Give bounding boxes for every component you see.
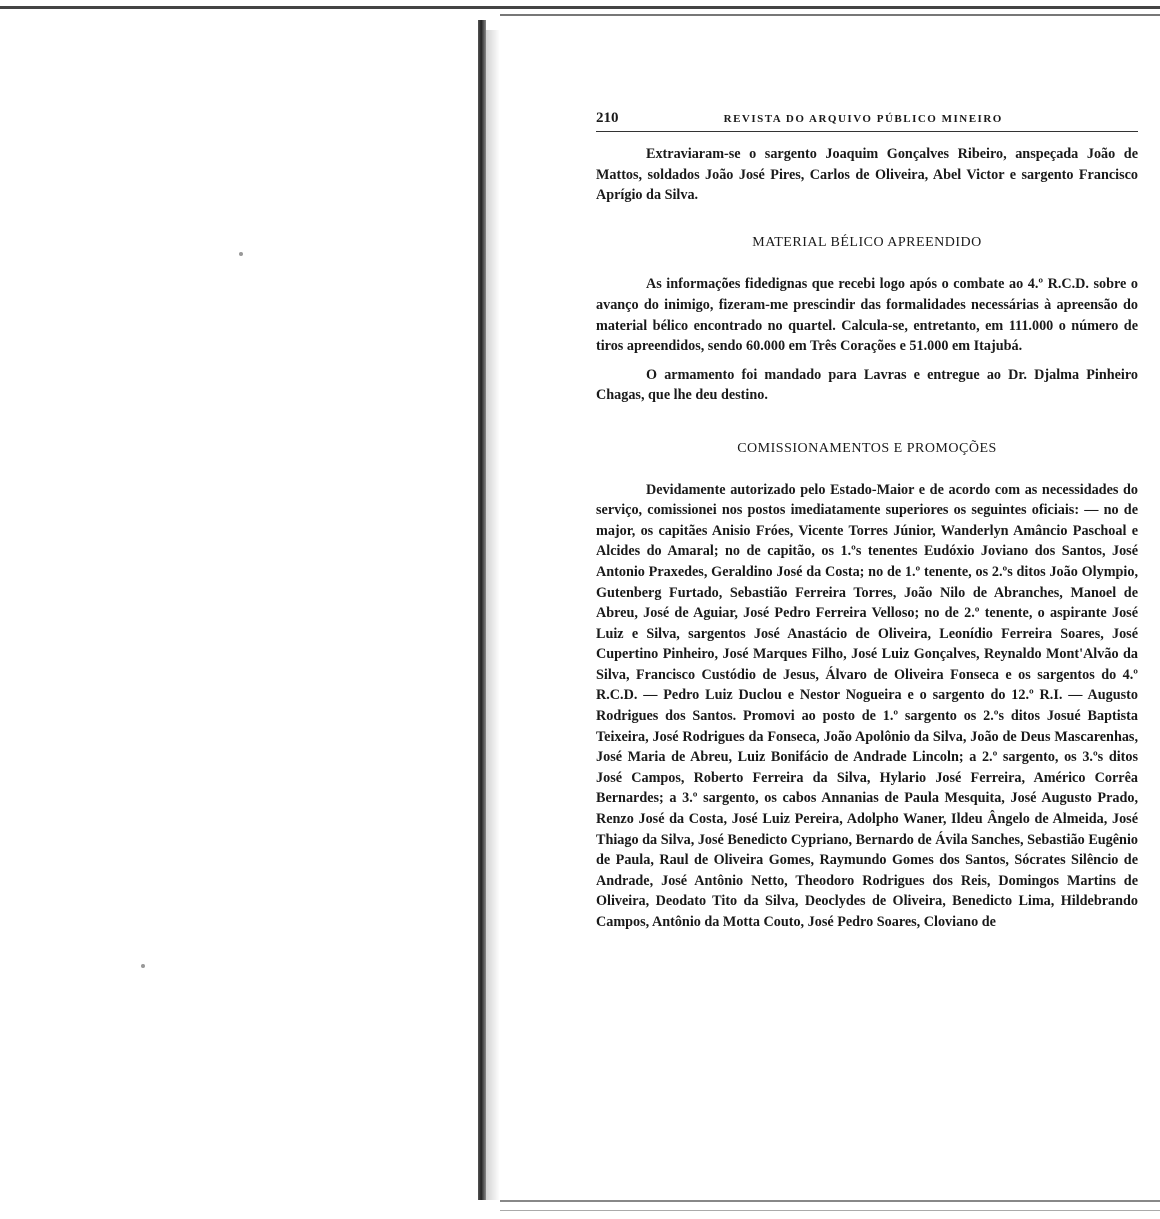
scan-bottom-edge-2 — [500, 1210, 1160, 1211]
scan-speck — [239, 252, 243, 256]
scan-top-edge-right — [500, 14, 1160, 16]
section-heading-comissionamentos: COMISSIONAMENTOS E PROMOÇÕES — [737, 440, 997, 456]
section-heading-material-belico: MATERIAL BÉLICO APREENDIDO — [752, 234, 982, 250]
paragraph-extraviaram: Extraviaram-se o sargento Joaquim Gonçalves Ribeiro, anspeçada João de Mattos, soldados João José Pires, Carlos de Oliveira, Abel Victor e sargento Francisco Aprígio da Silva. — [596, 146, 1138, 204]
paragraph-armamento: O armamento foi mandado para Lavras e entregue ao Dr. Djalma Pinheiro Chagas, que lhe deu destino. — [596, 366, 1138, 404]
journal-title: REVISTA DO ARQUIVO PÚBLICO MINEIRO — [723, 113, 1003, 125]
running-head — [596, 110, 1138, 132]
spine-shadow — [486, 30, 500, 1200]
scan-speck — [141, 964, 145, 968]
scan-bottom-edge — [500, 1200, 1160, 1202]
paragraph-informacoes: As informações fidedignas que recebi logo após o combate ao 4.º R.C.D. sobre o avanço do inimigo, fizeram-me prescindir das formalidades necessárias à apreensão do material bélico encontrado no quartel. Calcula-se, entretanto, em 111.000 o número de tiros apreendidos, sendo 60.000 em Três Corações e 51.000 em Itajubá. — [596, 276, 1138, 355]
paragraph-devidamente: Devidamente autorizado pelo Estado-Maior e de acordo com as necessidades do serviço, comissionei nos postos imediatamente superiores os seguintes oficiais: — no de major, os capitães Anisio Fróes, Vicente Torres Júnior, Wanderlyn Amâncio Paschoal e Alcides do Amaral; no de capitão, os 1.ºs tenentes Eudóxio Joviano dos Santos, José Antonio Praxedes, Geraldino José da Costa; no de 1.º tenente, os 2.ºs ditos João Olympio, Gutenberg Furtado, Sebastião Ferreira Torres, João Nilo de Abranches, Manoel de Abreu, José de Aguiar, José Pedro Ferreira Velloso; no de 2.º tenente, o aspirante José Luiz e Silva, sargentos José Anastácio de Oliveira, Leonídio Ferreira Soares, José Cupertino Pinheiro, José Marques Filho, José Luiz Gonçalves, Reynaldo Mont'Alvão da Silva, Francisco Custódio de Jesus, Álvaro de Oliveira Fonseca e os sargentos do 4.º R.C.D. — Pedro Luiz Duclou e Nestor Nogueira e o sargento do 12.º R.I. — Augusto Rodrigues dos Santos. Promovi ao posto de 1.º sargento os 2.ºs ditos Josué Baptista Teixeira, José Rodrigues da Fonseca, João Apolônio da Silva, João de Deus Mascarenhas, José Maria de Abreu, Luiz Bonifácio de Andrade Lincoln; a 2.º sargento, os 3.ºs ditos José Campos, Roberto Ferreira da Silva, Hylario José Ferreira, Américo Corrêa Bernardes; a 3.º sargento, os cabos Annanias de Paula Mesquita, José Augusto Prado, Renzo José da Costa, José Luiz Pereira, Adolpho Waner, Ildeu Ângelo de Almeida, José Thiago da Silva, José Benedicto Cypriano, Bernardo de Ávila Sanches, Sebastião Eugênio de Paula, Raul de Oliveira Gomes, Raymundo Gomes dos Santos, Sócrates Silêncio de Andrade, José Antônio Netto, Theodoro Rodrigues dos Reis, Domingos Martins de Oliveira, Deodato Tito da Silva, Deoclydes de Oliveira, Benedicto Lima, Hildebrando Campos, Antônio da Motta Couto, José Pedro Soares, Cloviano de — [596, 481, 1138, 930]
scan-top-edge — [0, 6, 1160, 9]
document-page — [596, 110, 1138, 933]
book-spine — [478, 20, 486, 1200]
page-number: 210 — [596, 110, 619, 126]
